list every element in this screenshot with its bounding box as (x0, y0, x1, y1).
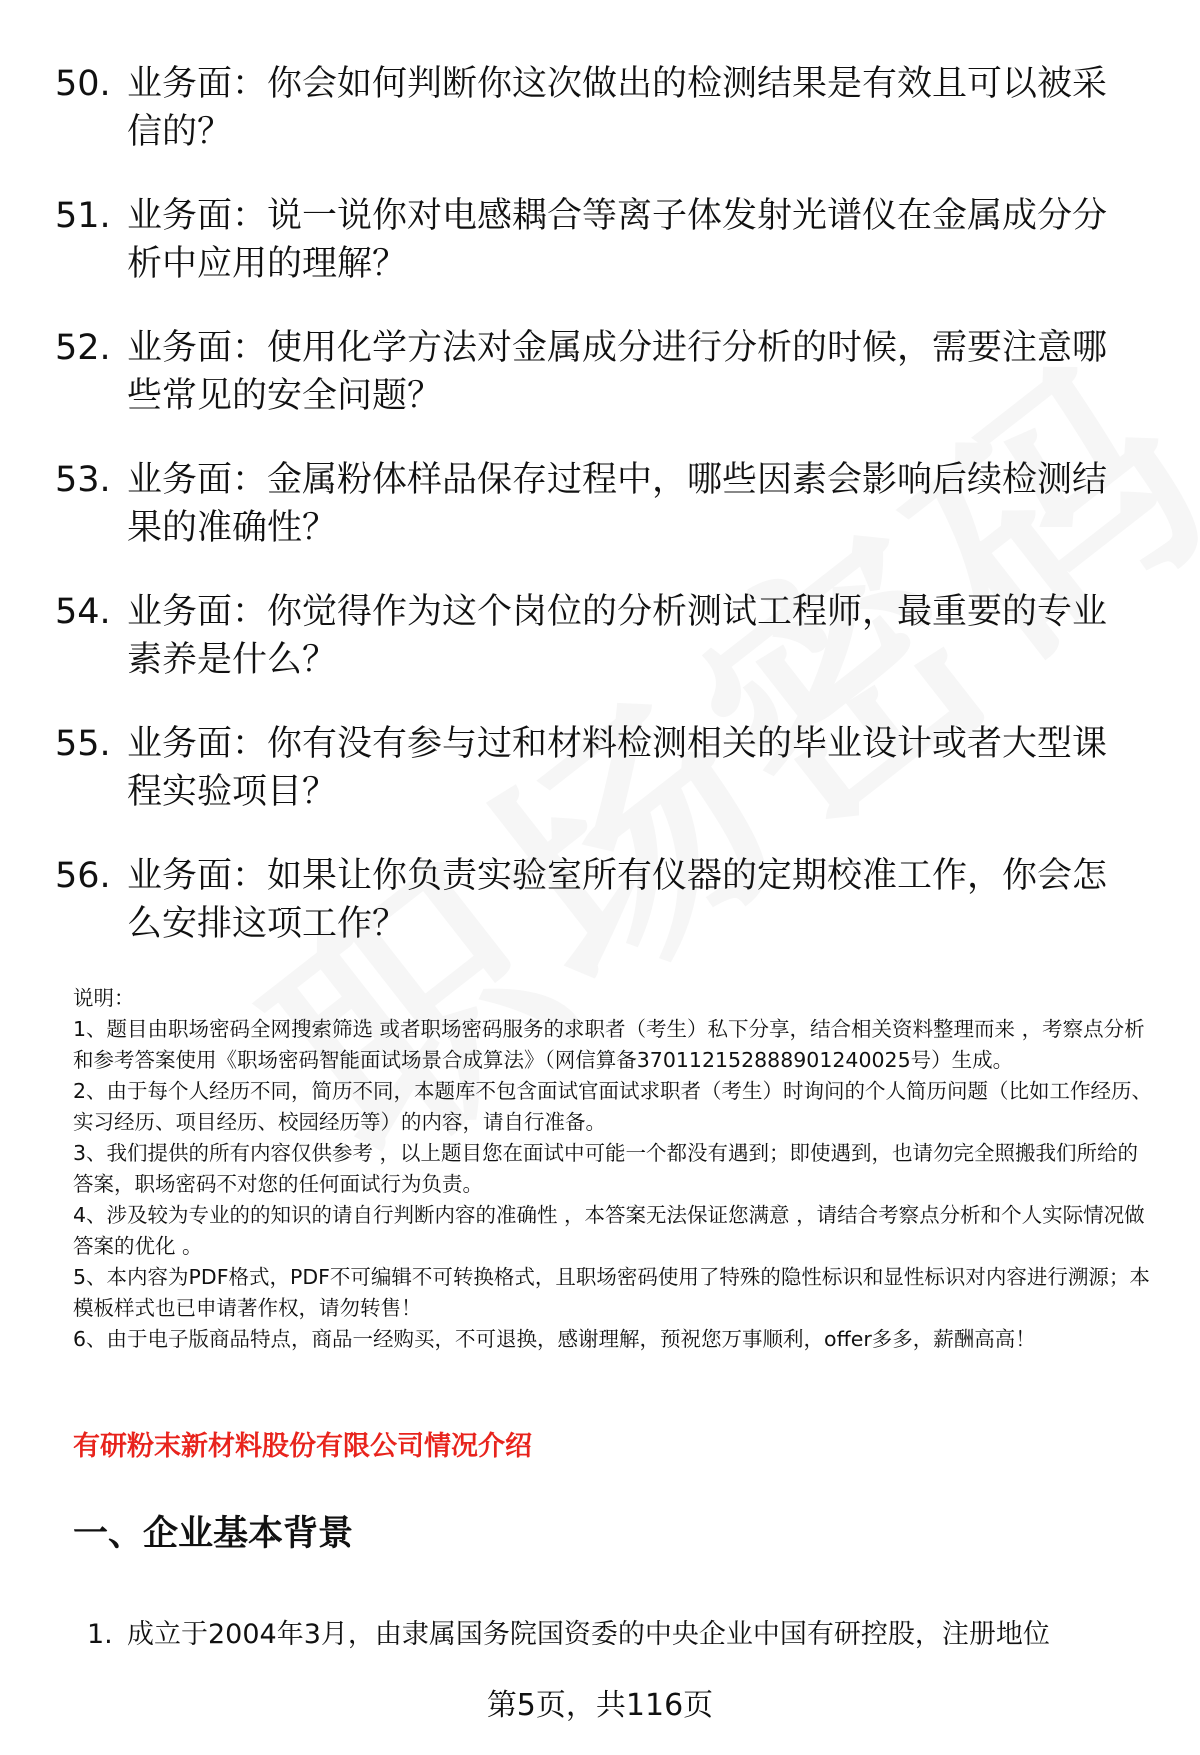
question-item (55, 720, 1140, 816)
note-item: 2、由于每个人经历不同，简历不同，本题库不包含面试官面试求职者（考生）时询问的个人简历问题（比如工作经历、实习经历、项目经历、校园经历等）的内容，请自行准备。 (73, 1079, 1153, 1134)
section-heading: 一、企业基本背景 (73, 1514, 354, 1554)
question-text: 业务面：如果让你负责实验室所有仪器的定期校准工作，你会怎么安排这项工作？ (127, 856, 1108, 944)
question-item (55, 456, 1140, 552)
question-text: 业务面：你有没有参与过和材料检测相关的毕业设计或者大型课程实验项目？ (127, 724, 1108, 812)
note-item: 6、由于电子版商品特点，商品一经购买，不可退换，感谢理解，预祝您万事顺利，offer多多，薪酬高高！ (73, 1327, 1036, 1351)
question-text: 业务面：你觉得作为这个岗位的分析测试工程师，最重要的专业素养是什么？ (127, 592, 1108, 680)
disclaimer-notes (73, 983, 1158, 1355)
question-number: 52. (55, 328, 111, 368)
note-item: 3、我们提供的所有内容仅供参考 ，以上题目您在面试中可能一个都没有遇到；即使遇到，也请勿完全照搬我们所给的答案，职场密码不对您的任何面试行为负责。 (73, 1141, 1139, 1196)
company-title: 有研粉末新材料股份有限公司情况介绍 (73, 1431, 532, 1462)
note-item: 4、涉及较为专业的的知识的请自行判断内容的准确性 ，本答案无法保证您满意 ，请结合考察点分析和个人实际情况做答案的优化 。 (73, 1203, 1145, 1258)
question-number: 50. (55, 64, 111, 104)
question-number: 55. (55, 724, 111, 764)
question-text: 业务面：你会如何判断你这次做出的检测结果是有效且可以被采信的？ (127, 64, 1108, 152)
question-number: 56. (55, 856, 111, 896)
question-text: 业务面：使用化学方法对金属成分进行分析的时候，需要注意哪些常见的安全问题？ (127, 328, 1108, 416)
question-text: 业务面：说一说你对电感耦合等离子体发射光谱仪在金属成分分析中应用的理解？ (127, 196, 1108, 284)
notes-heading: 说明： (73, 986, 135, 1010)
question-item (55, 60, 1140, 156)
body-item-number: 1. (87, 1619, 113, 1650)
question-number: 54. (55, 592, 111, 632)
question-text: 业务面：金属粉体样品保存过程中，哪些因素会影响后续检测结果的准确性？ (127, 460, 1108, 548)
question-item (55, 852, 1140, 948)
question-list (55, 60, 1140, 984)
body-item-text: 成立于2004年3月，由隶属国务院国资委的中央企业中国有研控股，注册地位 (127, 1619, 1050, 1650)
question-number: 53. (55, 460, 111, 500)
question-item (55, 192, 1140, 288)
question-item (55, 324, 1140, 420)
question-number: 51. (55, 196, 111, 236)
note-item: 5、本内容为PDF格式，PDF不可编辑不可转换格式，且职场密码使用了特殊的隐性标识和显性标识对内容进行溯源；本模板样式也已申请著作权，请勿转售！ (73, 1265, 1150, 1320)
body-list-item (87, 1615, 1147, 1655)
page-footer: 第5页，共116页 (486, 1688, 714, 1723)
question-item (55, 588, 1140, 684)
note-item: 1、题目由职场密码全网搜索筛选 或者职场密码服务的求职者（考生）私下分享，结合相关资料整理而来 ，考察点分析和参考答案使用《职场密码智能面试场景合成算法》（网信算备370112152888901240025号）生成。 (73, 1017, 1145, 1072)
